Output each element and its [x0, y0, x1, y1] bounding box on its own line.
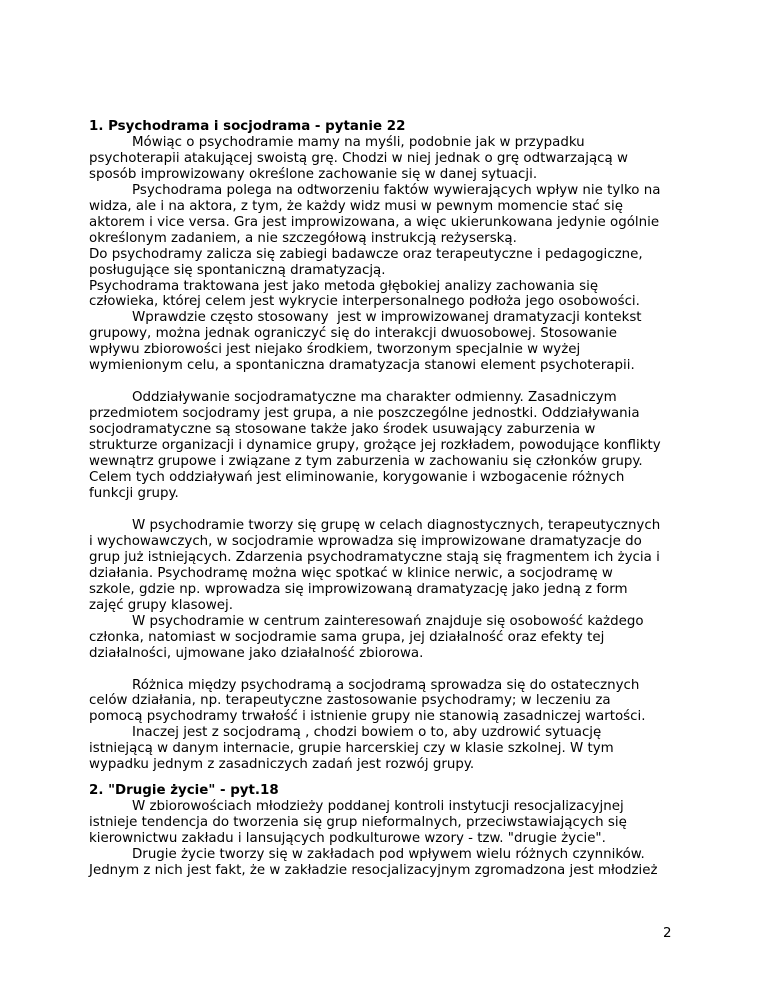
text-line: grupowy, można jednak ograniczyć się do interakcji dwuosobowej. Stosowanie [89, 326, 617, 342]
text-line: wypadku jednym z zasadniczych zadań jest rozwój grupy. [89, 757, 475, 773]
text-line: działania. Psychodramę można więc spotkać w klinice nerwic, a socjodramę w [89, 565, 613, 581]
text-line: Różnica między psychodramą a socjodramą sprowadza się do ostatecznych [132, 677, 640, 693]
text-line: przedmiotem socjodramy jest grupa, a nie poszczególne jednostki. Oddziaływania [89, 406, 640, 422]
text-line: wpływu zbiorowości jest niejako środkiem, tworzonym specjalnie w wyżej [89, 342, 581, 358]
text-line: celów działania, np. terapeutyczne zastosowanie psychodramy; w leczeniu za [89, 693, 611, 709]
text-line: Inaczej jest z socjodramą , chodzi bowiem o to, aby uzdrowić sytuację [132, 725, 602, 741]
paragraph-gap [89, 662, 674, 678]
text-line: Do psychodramy zalicza się zabiegi badawcze oraz terapeutyczne i pedagogiczne, [89, 246, 643, 262]
page-content [89, 119, 674, 879]
text-line: kierownictwu zakładu i lansujących podkulturowe wzory - tzw. "drugie życie". [89, 831, 606, 847]
text-line: wewnątrz grupowe i związane z tym zaburzenia w zachowaniu się członków grupy. [89, 454, 643, 470]
text-line: funkcji grupy. [89, 485, 179, 501]
text-line: człowieka, której celem jest wykrycie interpersonalnego podłoża jego osobowości. [89, 294, 640, 310]
text-line: wymienionym celu, a spontaniczna dramatyzacja stanowi element psychoterapii. [89, 358, 635, 374]
text-line: posługujące się spontaniczną dramatyzacją. [89, 262, 386, 278]
text-line: sposób improwizowany określone zachowanie się w danej sytuacji. [89, 166, 538, 182]
text-line: widza, ale i na aktora, z tym, że każdy widz musi w pewnym momencie stać się [89, 198, 623, 214]
section-heading: 2. "Drugie życie" - pyt.18 [89, 783, 279, 799]
text-line: Drugie życie tworzy się w zakładach pod wpływem wielu różnych czynników. [132, 847, 645, 863]
text-line: Mówiąc o psychodramie mamy na myśli, podobnie jak w przypadku [132, 134, 585, 150]
section-heading: 1. Psychodrama i socjodrama - pytanie 22 [89, 119, 406, 134]
page-number: 2 [663, 926, 672, 941]
text-line: Psychodrama traktowana jest jako metoda głębokiej analizy zachowania się [89, 278, 599, 294]
text-line: grup już istniejących. Zdarzenia psychodramatyczne stają się fragmentem ich życia i [89, 549, 660, 565]
text-line: istnieje tendencja do tworzenia się grup nieformalnych, przeciwstawiających się [89, 815, 627, 831]
text-line: działalności, ujmowane jako działalność zbiorowa. [89, 645, 424, 661]
text-line: socjodramatyczne są stosowane także jako środek usuwający zaburzenia w [89, 422, 596, 438]
text-line: aktorem i vice versa. Gra jest improwizowana, a więc ukierunkowana jedynie ogólnie [89, 214, 660, 230]
text-line: istniejącą w danym internacie, grupie harcerskiej czy w klasie szkolnej. W tym [89, 741, 614, 757]
text-line: W zbiorowościach młodzieży poddanej kontroli instytucji resocjalizacyjnej [132, 799, 624, 815]
paragraph-gap [89, 773, 674, 783]
text-line: W psychodramie tworzy się grupę w celach diagnostycznych, terapeutycznych [132, 517, 661, 533]
text-line: Psychodrama polega na odtworzeniu faktów wywierających wpływ nie tylko na [132, 182, 661, 198]
paragraph-gap [89, 502, 674, 518]
text-line: Oddziaływanie socjodramatyczne ma charakter odmienny. Zasadniczym [132, 390, 617, 406]
text-line: strukturze organizacji i dynamice grupy, grożące jej rozkładem, powodujące konflikty [89, 438, 661, 454]
text-line: Wprawdzie często stosowany jest w improwizowanej dramatyzacji kontekst [132, 310, 642, 326]
text-line: Celem tych oddziaływań jest eliminowanie, korygowanie i wzbogacenie różnych [89, 470, 625, 486]
text-line: W psychodramie w centrum zainteresowań znajduje się osobowość każdego [132, 613, 644, 629]
text-line: członka, natomiast w socjodramie sama grupa, jej działalność oraz efekty tej [89, 629, 605, 645]
text-line: określonym zadaniem, a nie szczegółową instrukcją reżyserską. [89, 230, 517, 246]
paragraph-gap [89, 374, 674, 390]
text-line: zajęć grupy klasowej. [89, 597, 234, 613]
text-line: psychoterapii atakującej swoistą grę. Chodzi w niej jednak o grę odtwarzającą w [89, 150, 628, 166]
text-line: pomocą psychodramy trwałość i istnienie grupy nie stanowią zasadniczej wartości. [89, 709, 646, 725]
text-line: i wychowawczych, w socjodramie wprowadza się improwizowane dramatyzacje do [89, 533, 642, 549]
text-line: Jednym z nich jest fakt, że w zakładzie resocjalizacyjnym zgromadzona jest młodzież [89, 862, 658, 878]
text-line: szkole, gdzie np. wprowadza się improwizowaną dramatyzację jako jedną z form [89, 581, 628, 597]
